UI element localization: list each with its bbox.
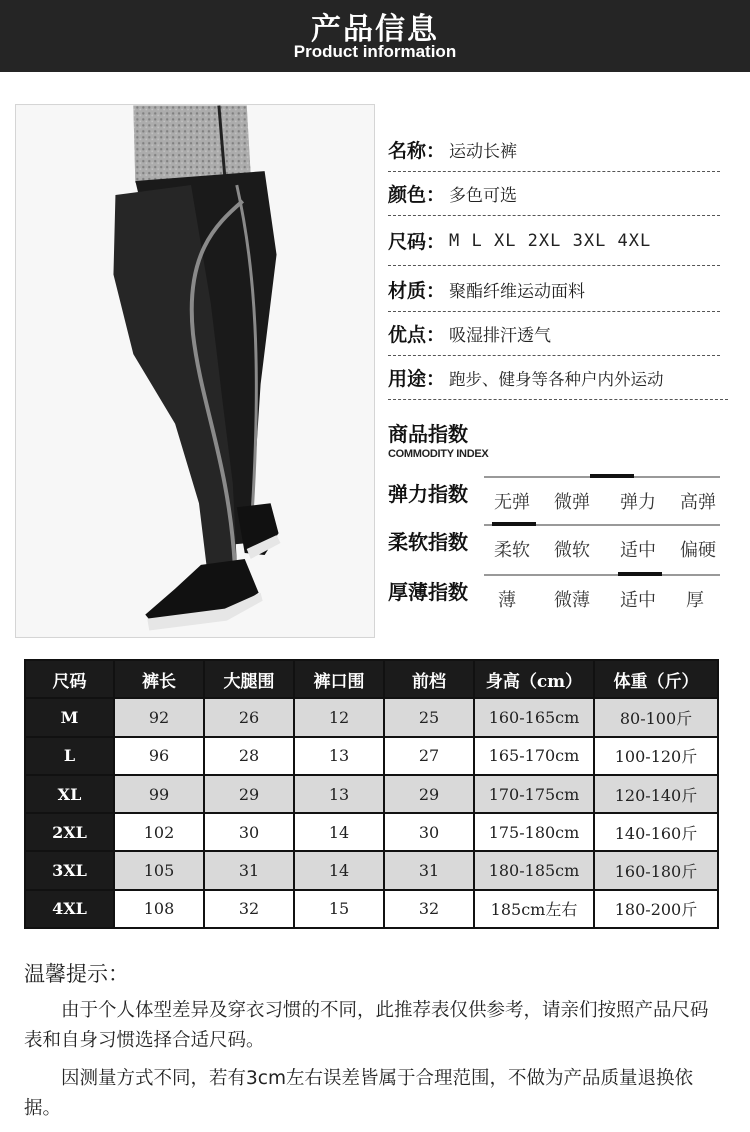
index-selected-marker (590, 474, 634, 478)
table-cell: 29 (384, 775, 474, 813)
table-cell: 92 (114, 698, 204, 736)
table-cell: 120-140斤 (594, 775, 718, 813)
table-cell: 32 (384, 890, 474, 928)
info-label: 优点 (388, 324, 427, 346)
table-cell: 14 (294, 851, 384, 889)
table-cell: 170-175cm (474, 775, 594, 813)
table-header-cell: 前档 (384, 660, 474, 698)
table-cell: 29 (204, 775, 294, 813)
index-option: 柔软 (494, 540, 530, 561)
info-label: 颜色 (388, 184, 427, 206)
table-cell: 26 (204, 698, 294, 736)
table-row (25, 737, 718, 775)
table-cell-size: 2XL (25, 813, 114, 851)
index-option: 弹力 (620, 492, 656, 513)
index-option: 薄 (498, 590, 516, 611)
index-option: 偏硬 (680, 540, 716, 561)
info-value: 跑步、健身等各种户内外运动 (449, 369, 664, 389)
index-option: 无弹 (494, 492, 530, 513)
table-cell: 27 (384, 737, 474, 775)
table-cell: 185cm左右 (474, 890, 594, 928)
table-row (25, 813, 718, 851)
table-cell: 100-120斤 (594, 737, 718, 775)
index-selected-marker (618, 572, 662, 576)
info-value: 运动长裤 (449, 142, 518, 162)
index-option: 适中 (620, 540, 656, 561)
table-cell: 140-160斤 (594, 813, 718, 851)
index-option: 厚 (686, 590, 704, 611)
product-photo (15, 104, 375, 638)
info-value: 多色可选 (449, 186, 518, 206)
table-row (25, 698, 718, 736)
table-cell: 30 (204, 813, 294, 851)
table-header-cell: 大腿围 (204, 660, 294, 698)
table-cell-size: XL (25, 775, 114, 813)
info-label: 用途 (388, 368, 427, 390)
index-option: 微软 (554, 540, 590, 561)
header-title-cn: 产品信息 (311, 12, 439, 47)
index-label: 柔软指数 (388, 530, 468, 554)
table-cell: 25 (384, 698, 474, 736)
index-row-thickness (388, 574, 720, 624)
info-row-size: 尺码 ： M L XL 2XL 3XL 4XL (388, 216, 720, 266)
index-row-elasticity (388, 476, 720, 526)
index-option: 微弹 (554, 492, 590, 513)
table-cell: 108 (114, 890, 204, 928)
commodity-index-title: 商品指数 (388, 422, 468, 446)
table-header-cell: 尺码 (25, 660, 114, 698)
table-cell-size: 4XL (25, 890, 114, 928)
table-header-cell: 身高（cm） (474, 660, 594, 698)
index-option: 高弹 (680, 492, 716, 513)
size-table (24, 659, 719, 929)
table-header-cell: 裤长 (114, 660, 204, 698)
table-cell: 99 (114, 775, 204, 813)
info-value: 聚酯纤维运动面料 (449, 282, 586, 302)
table-cell: 175-180cm (474, 813, 594, 851)
table-cell: 31 (204, 851, 294, 889)
table-cell-size: M (25, 698, 114, 736)
info-row-advantage: 优点 ： 吸湿排汗透气 (388, 312, 720, 356)
table-cell-size: 3XL (25, 851, 114, 889)
table-cell: 160-165cm (474, 698, 594, 736)
table-cell: 102 (114, 813, 204, 851)
info-value: 吸湿排汗透气 (449, 326, 552, 346)
info-row-material: 材质 ： 聚酯纤维运动面料 (388, 268, 720, 312)
table-cell: 28 (204, 737, 294, 775)
pants-illustration (16, 105, 374, 637)
table-cell: 13 (294, 737, 384, 775)
index-selected-marker (492, 522, 536, 526)
index-option: 微薄 (554, 590, 590, 611)
info-value: M L XL 2XL 3XL 4XL (449, 230, 652, 251)
info-label: 名称 (388, 140, 427, 162)
page-header (0, 0, 750, 72)
table-row (25, 851, 718, 889)
info-label: 材质 (388, 280, 427, 302)
table-cell: 80-100斤 (594, 698, 718, 736)
table-cell: 96 (114, 737, 204, 775)
table-cell: 180-185cm (474, 851, 594, 889)
index-label: 厚薄指数 (388, 580, 468, 604)
index-scale-line (484, 574, 720, 576)
table-cell-size: L (25, 737, 114, 775)
size-table-header (25, 660, 718, 698)
info-row-usage: 用途 ： 跑步、健身等各种户内外运动 (388, 356, 728, 400)
table-header-cell: 裤口围 (294, 660, 384, 698)
commodity-index-subtitle: COMMODITY INDEX (388, 448, 489, 460)
info-label: 尺码 (388, 231, 427, 253)
table-cell: 30 (384, 813, 474, 851)
index-row-softness (388, 524, 720, 574)
table-header-cell: 体重（斤） (594, 660, 718, 698)
table-cell: 32 (204, 890, 294, 928)
index-label: 弹力指数 (388, 482, 468, 506)
tips-title: 温馨提示： (24, 962, 129, 986)
table-cell: 165-170cm (474, 737, 594, 775)
header-title-en: Product information (293, 42, 457, 61)
table-cell: 14 (294, 813, 384, 851)
info-row-name: 名称 ： 运动长裤 (388, 128, 720, 172)
table-cell: 180-200斤 (594, 890, 718, 928)
table-row (25, 775, 718, 813)
table-cell: 160-180斤 (594, 851, 718, 889)
table-cell: 105 (114, 851, 204, 889)
table-cell: 15 (294, 890, 384, 928)
tips-paragraph-1: 由于个人体型差异及穿衣习惯的不同，此推荐表仅供参考，请亲们按照产品尺码表和自身习惯选择合适尺码。 (24, 1000, 709, 1051)
table-cell: 31 (384, 851, 474, 889)
table-row (25, 890, 718, 928)
index-option: 适中 (620, 590, 656, 611)
tips-paragraph-2: 因测量方式不同，若有3cm左右误差皆属于合理范围，不做为产品质量退换依据。 (24, 1068, 693, 1119)
table-cell: 13 (294, 775, 384, 813)
table-cell: 12 (294, 698, 384, 736)
info-row-color: 颜色 ： 多色可选 (388, 172, 720, 216)
